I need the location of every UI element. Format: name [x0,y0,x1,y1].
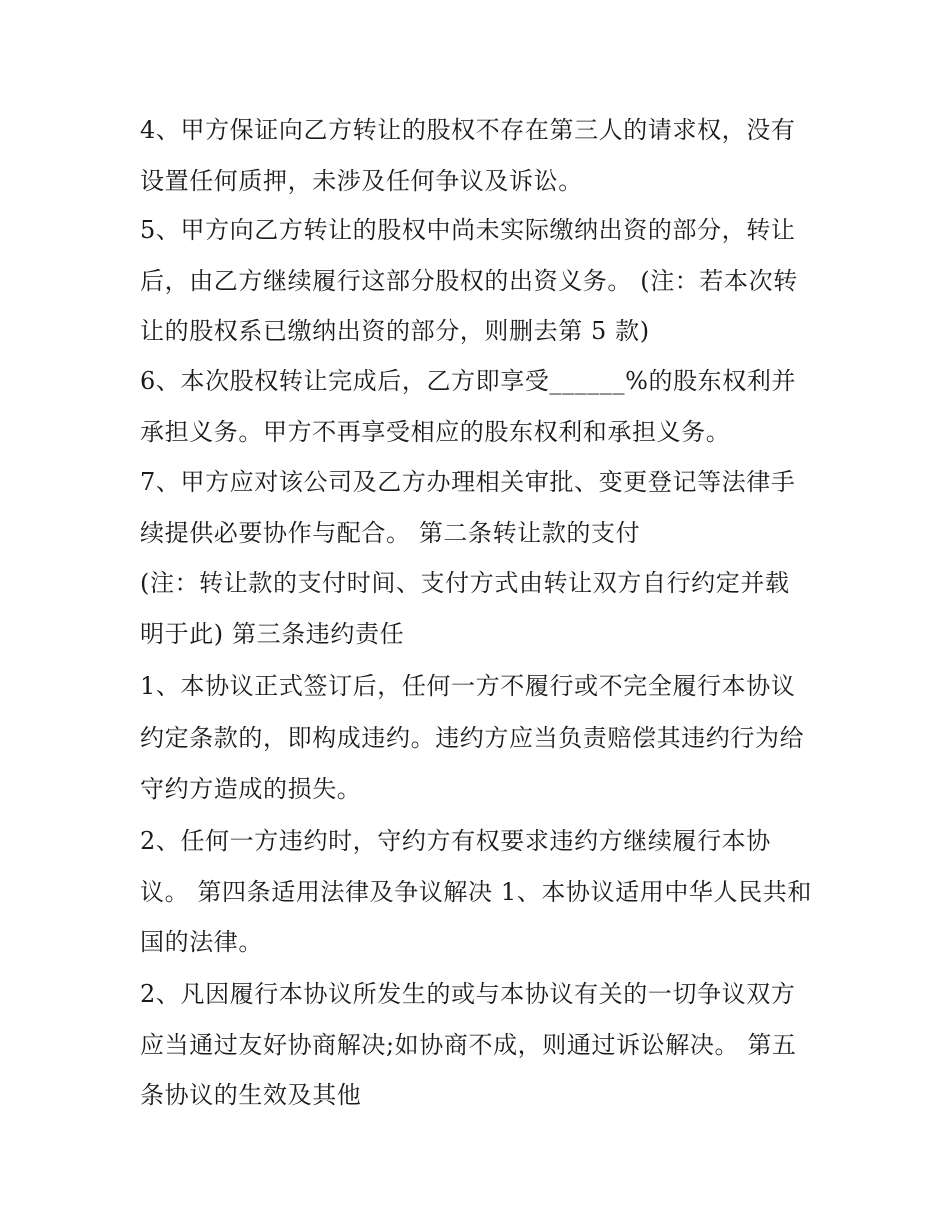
text-line: 国的法律。 [140,928,263,956]
text-line: 7、甲方应对该公司及乙方办理相关审批、变更登记等法律手 [140,468,796,496]
text-line: 应当通过友好协商解决;如协商不成，则通过诉讼解决。 第五 [140,1031,797,1059]
text-line: 2、凡因履行本协议所发生的或与本协议有关的一切争议双方 [140,980,796,1008]
text-line: 设置任何质押，未涉及任何争议及诉讼。 [140,167,583,195]
text-line: 守约方造成的损失。 [140,775,362,803]
text-line: 让的股权系已缴纳出资的部分，则删去第 5 款) [140,317,650,345]
text-line: 1、本协议正式签订后，任何一方不履行或不完全履行本协议 [140,672,796,700]
text-line: 后，由乙方继续履行这部分股权的出资义务。 (注：若本次转 [140,267,798,295]
text-line: 明于此) 第三条违约责任 [140,620,405,648]
text-line: 条协议的生效及其他 [140,1081,362,1109]
text-line: 承担义务。甲方不再享受相应的股东权利和承担义务。 [140,418,731,446]
text-line: 5、甲方向乙方转让的股权中尚未实际缴纳出资的部分，转让 [140,216,796,244]
text-line: 议。 第四条适用法律及争议解决 1、本协议适用中华人民共和 [140,878,812,906]
text-line: (注：转让款的支付时间、支付方式由转让双方自行约定并载 [140,569,790,597]
text-line: 6、本次股权转让完成后，乙方即享受______%的股东权利并 [140,367,797,395]
text-line: 2、任何一方违约时，守约方有权要求违约方继续履行本协 [140,827,771,855]
text-line: 4、甲方保证向乙方转让的股权不存在第三人的请求权，没有 [140,116,796,144]
text-line: 约定条款的，即构成违约。违约方应当负责赔偿其违约行为给 [140,724,805,752]
text-line: 续提供必要协作与配合。 第二条转让款的支付 [140,519,641,547]
